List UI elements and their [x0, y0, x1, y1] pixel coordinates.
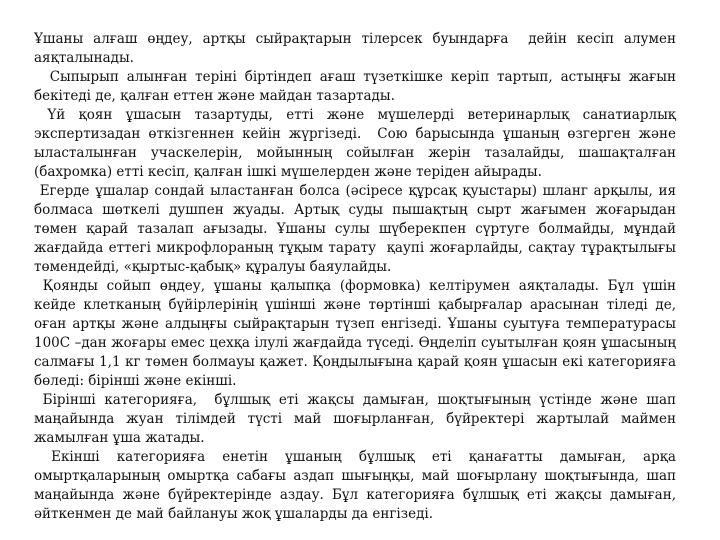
paragraph-skinning: Сыпырып алынған теріні біртіндеп ағаш түзеткішке керіп тартып, астыңғы жағын бекітеді де, қалған еттен және майдан тазартады.	[34, 69, 681, 104]
paragraph-second-category: Екінші категорияға енетін ұшаның бұлшық еті қанағатты дамыған, арқа омыртқаларының омыртқа сабағы аздап шығыңқы, май шоғырлану шоқтығында, шап маңайында және бүйректерінде аздау. Бұл категорияға бұлшық еті жақсы дамыған, әйткенмен де май байлануы жоқ ұшаларды да енгізеді.	[34, 449, 681, 522]
paragraph-cleaning: Үй қоян ұшасын тазартуды, етті және мүшелерді ветеринарлық санатиарлық экспертизадан өткізгеннен кейін жүргізеді. Сою барысында ұшаның өзгерген және ыласталынған учаскелерін, мойынның сойылған жерін тазалайды, шашақталған (бахромка) етті кесіп, қалған ішкі мүшелерден және теріден айырады.	[34, 107, 681, 180]
document-body	[34, 30, 681, 524]
paragraph-intro: Ұшаны алғаш өңдеу, артқы сыйрақтарын тілерсек буындарға дейін кесіп алумен аяқталынады.	[34, 31, 681, 66]
paragraph-forming: Қоянды сойып өңдеу, ұшаны қалыпқа (формовка) келтірумен аяқталады. Бұл үшін кейде клетканың бүйірлерінің үшінші және төртінші қабырғалар арасынан тіледі де, оған артқы және алдыңғы сыйрақтарын түзеп енгізеді. Ұшаны суытуға температурасы 100С –дан жоғары емес цехқа ілулі жағдайда түседі. Өңделіп суытылған қоян ұшасының салмағы 1,1 кг төмен болмауы қажет. Қоңдылығына қарай қоян ұшасын екі категорияға бөледі: бірінші және екінші.	[34, 278, 681, 389]
paragraph-washing: Егерде ұшалар сондай ыластанған болса (әсіресе құрсақ қуыстары) шланг арқылы, ия болмаса шөткелі душпен жуады. Артық суды пышақтың сырт жағымен жоғарыдан төмен қарай тазалап ағызады. Ұшаны сулы шүберекпен сүртуге болмайды, мұндай жағдайда еттегі микрофлораның тұқым тарату қаупі жоғарлайды, сақтау тұрақтылығы төмендейді, «қыртыс-қабық» құралуы баяулайды.	[34, 183, 681, 275]
paragraph-first-category: Бірінші категорияға, бұлшық еті жақсы дамыған, шоқтығының үстінде және шап маңайында жуан тілімдей түсті май шоғырланған, бүйректері жартылай маймен жамылған ұша жатады.	[34, 392, 681, 446]
